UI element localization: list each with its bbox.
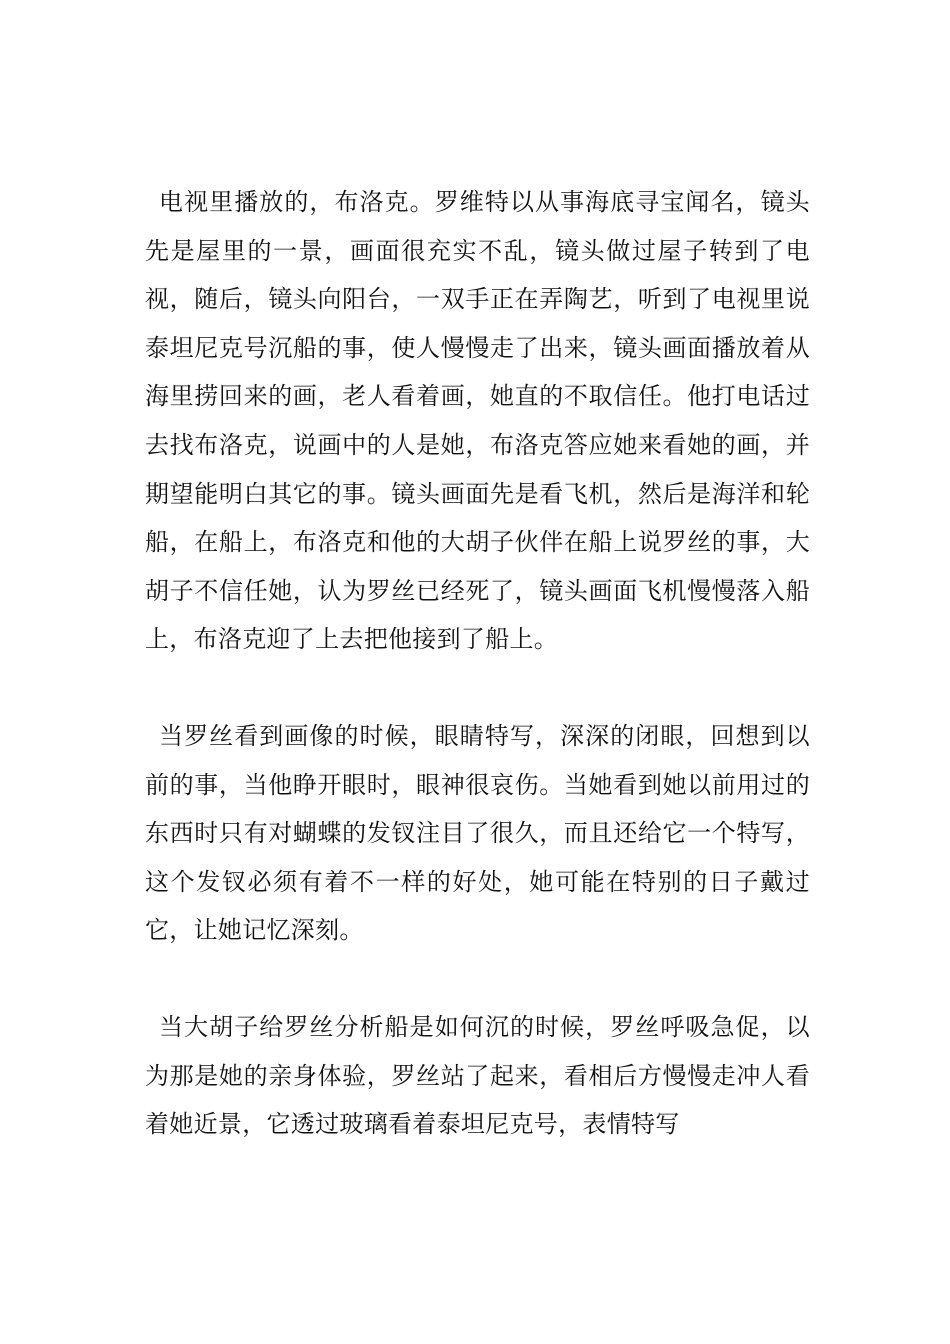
document-body (145, 178, 810, 1149)
paragraph-1: 电视里播放的，布洛克。罗维特以从事海底寻宝闻名，镜头先是屋里的一景，画面很充实不乱，镜头做过屋子转到了电视，随后，镜头向阳台，一双手正在弄陶艺，听到了电视里说泰坦尼克号沉船的事，使人慢慢走了出来，镜头画面播放着从海里捞回来的画，老人看着画，她直的不取信任。他打电话过去找布洛克，说画中的人是她，布洛克答应她来看她的画，并期望能明白其它的事。镜头画面先是看飞机，然后是海洋和轮船，在船上，布洛克和他的大胡子伙伴在船上说罗丝的事，大胡子不信任她，认为罗丝已经死了，镜头画面飞机慢慢落入船上，布洛克迎了上去把他接到了船上。 (145, 188, 810, 654)
paragraph-3: 当大胡子给罗丝分析船是如何沉的时候，罗丝呼吸急促，以为那是她的亲身体验，罗丝站了起来，看相后方慢慢走冲人看着她近景，它透过玻璃看着泰坦尼克号，表情特写 (145, 1012, 810, 1139)
paragraph-2: 当罗丝看到画像的时候，眼睛特写，深深的闭眼，回想到以前的事，当他睁开眼时，眼神很哀伤。当她看到她以前用过的东西时只有对蝴蝶的发钗注目了很久，而且还给它一个特写，这个发钗必须有着不一样的好处，她可能在特别的日子戴过它，让她记忆深刻。 (145, 721, 810, 945)
